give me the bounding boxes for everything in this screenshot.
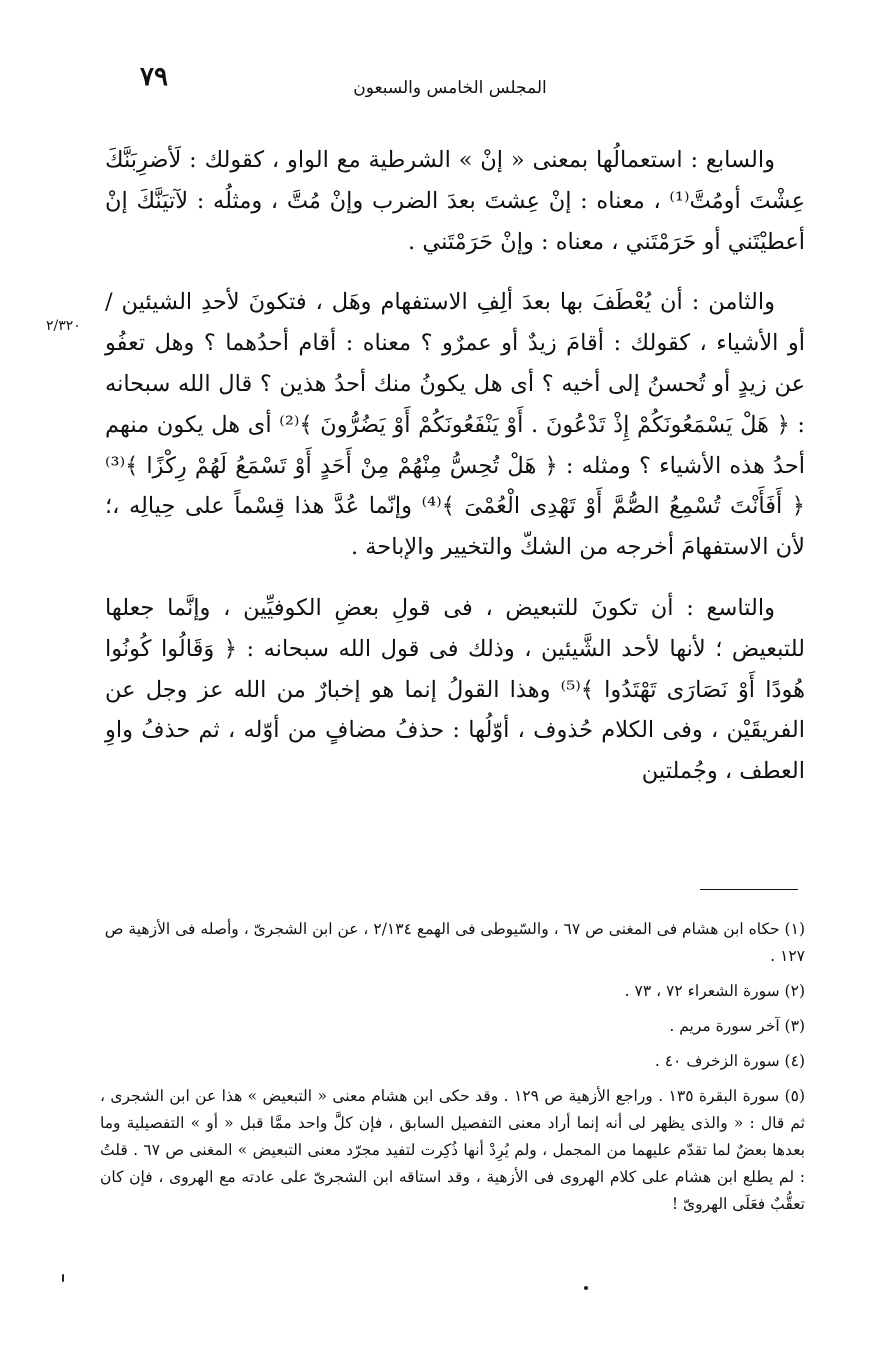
- print-speck: [62, 1274, 64, 1282]
- page-number: ٧٩: [140, 62, 168, 92]
- footnotes: [100, 916, 805, 1226]
- paragraph-ninth-meaning: والتاسع : أن تكونَ للتبعيض ، فى قولِ بعضِ الكوفيِّين ، وإنَّما جعلها للتبعيض ؛ لأنها لأحد الشَّيئين ، وذلك فى قول الله سبحانه : ﴿ وَقَالُوا كُونُوا هُودًا أَوْ نَصَارَى تَهْتَدُوا ﴾⁽⁵⁾ وهذا القولُ إنما هو إخبارٌ من الله عز وجل عن الفريقَيْن ، وفى الكلام حُذوف ، أوّلُها : حذفُ مضافٍ من أوّله ، ثم حذفُ واوِ العطف ، وجُملتين: [105, 594, 806, 785]
- running-title: المجلس الخامس والسبعون: [353, 78, 547, 98]
- paragraph-seventh-meaning: والسابع : استعمالُها بمعنى « إنْ » الشرطية مع الواو ، كقولك : لَأضرِبَنَّكَ عِشْتَ أومُتَّ⁽¹⁾ ، معناه : إنْ عِشتَ بعدَ الضرب وإنْ مُتَّ ، ومثلُه : لآتيَنَّكَ إنْ أعطيْتَني أو حَرَمْتَني ، معناه : وإنْ حَرَمْتَني .: [105, 147, 806, 255]
- margin-reference: ٢/٣٢٠: [46, 318, 81, 334]
- footnote-separator: [700, 889, 798, 890]
- footnote-5: (٥) سورة البقرة ١٣٥ . وراجع الأزهية ص ١٢٩ . وقد حكى ابن هشام معنى « التبعيض » هذا عن ابن الشجرى ، ثم قال : « والذى يظهر لى أنه إنما أراد معنى التفصيل السابق ، فإن كلَّ واحد ممَّا قبل « أو » التفصيلية وما بعدها بعضٌ لما تقدّم عليهما من المجمل ، ولم يُرِدْ أنها ذُكِرت لتفيد مجرّد معنى التبعيض » المغنى ص ٦٧ . قلتُ : لم يطلع ابن هشام على كلام الهروى فى الأزهية ، وقد استاقه ابن الشجرىّ على عادته مع الهروى ، فإن كان تعقُّبٌ فعَلَى الهروىّ !: [100, 1087, 806, 1213]
- paragraph-eighth-meaning: والثامن : أن يُعْطَفَ بها بعدَ ألِفِ الاستفهام وهَل ، فتكونَ لأحدِ الشيئين / أو الأشياء ، كقولك : أقامَ زيدٌ أو عمرٌو ؟ معناه : أقام أحدُهما ؟ وهل تعفُو عن زيدٍ أو تُحسنُ إلى أخيه ؟ أى هل يكونُ منك أحدُ هذين ؟ قال الله سبحانه : ﴿ هَلْ يَسْمَعُونَكُمْ إِذْ تَدْعُونَ . أَوْ يَنْفَعُونَكُمْ أَوْ يَضُرُّونَ ﴾⁽²⁾ أى هل يكون منهم أحدُ هذه الأشياء ؟ ومثله : ﴿ هَلْ تُحِسُّ مِنْهُمْ مِنْ أَحَدٍ أَوْ تَسْمَعُ لَهُمْ رِكْزًا ﴾⁽³⁾ ﴿ أَفَأَنْتَ تُسْمِعُ الصُّمَّ أَوْ تَهْدِى الْعُمْىَ ﴾⁽⁴⁾ وإنّما عُدَّ هذا قِسْماً على حِيالِه ،؛ لأن الاستفهامَ أخرجه من الشكّ والتخيير والإباحة .: [105, 289, 805, 561]
- footnote-1: (١) حكاه ابن هشام فى المغنى ص ٦٧ ، والسّيوطى فى الهمع ٢/١٣٤ ، عن ابن الشجرىّ ، وأصله فى الأزهية ص ١٢٧ .: [104, 920, 805, 965]
- footnote-2: (٢) سورة الشعراء ٧٢ ، ٧٣ .: [624, 982, 805, 1000]
- footnote-4: (٤) سورة الزخرف ٤٠ .: [654, 1052, 805, 1070]
- print-speck: [584, 1286, 588, 1290]
- footnote-3: (٣) آخر سورة مريم .: [669, 1017, 805, 1035]
- main-text: [105, 140, 805, 792]
